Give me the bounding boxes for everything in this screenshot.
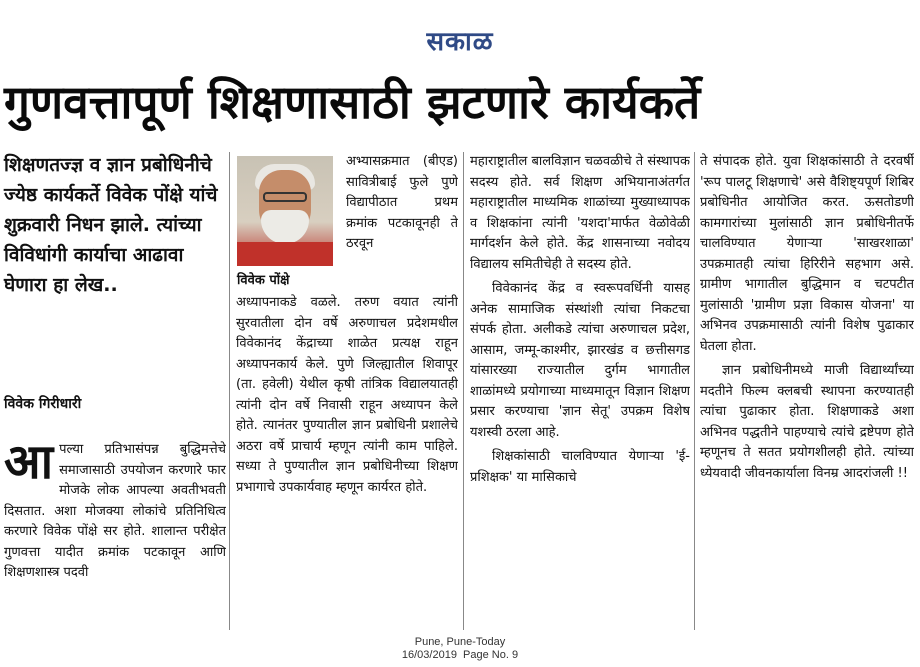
masthead-logo: सकाळ [426,27,494,57]
date-page-label: 16/03/2019 Page No. 9 [401,649,519,661]
article-column-2-top [346,152,458,292]
article-paragraph: ज्ञान प्रबोधिनीमध्ये माजी विद्यार्थ्यांच्या मदतीने फिल्म क्लबची स्थापना करण्यातही त्यांचा पुढाकार होता. शिक्षणाकडे अशा अभिनव पद्धतीने पाहण्याचे त्यांचे द्रष्टेपण होते म्हणूनच ते सतत प्रयोगशीलही होते. त्यांच्या ध्येयवादी जीवनकार्याला विनम्र आदरांजली !! [700,363,914,481]
column-divider [694,152,695,630]
article-column-1 [4,440,226,630]
headline: गुणवत्तापूर्ण शिक्षणासाठी झटणारे कार्यकर्ते [4,75,701,129]
article-paragraph: महाराष्ट्रातील बालविज्ञान चळवळीचे ते संस्थापक सदस्य होते. सर्व शिक्षण अभियानाअंतर्गत महाराष्ट्रातील माध्यमिक शाळांच्या मुख्याध्यापक व शिक्षकांना त्यांनी 'यशदा'मार्फत वेळोवेळी मार्गदर्शन केले होते. केंद्र शासनाच्या नवोदय विद्यालय समितीचेही ते सदस्य होते. [470,154,690,272]
article-paragraph: शिक्षकांसाठी चालविण्यात येणाऱ्या 'ई-प्रशिक्षक' या मासिकाचे [470,449,690,485]
article-paragraph: अभ्यासक्रमात (बीएड) सावित्रीबाई फुले पुणे विद्यापीठात प्रथम क्रमांक पटकावूनही ते ठरवून [346,154,458,251]
article-text: पल्या प्रतिभासंपन्न बुद्धिमत्तेचे समाजासाठी उपयोजन करणारे फार मोजके लोक आपल्या अवतीभवती दिसतात. अशा मोजक्या लोकांचे प्रतिनिधित्व करणारे विवेक पोंक्षे सर होते. शालान्त परीक्षेत गुणवत्ता यादीत क्रमांक पटकावून आणि शिक्षणशास्त्र पदवी [4,442,226,580]
drop-cap: आ [4,440,54,490]
article-column-3 [470,152,690,630]
photo-caption: विवेक पोंक्षे [237,273,290,288]
article-column-4 [700,152,914,630]
article-paragraph: अध्यापनाकडे वळले. तरुण वयात त्यांनी सुरवातीला दोन वर्षे अरुणाचल प्रदेशमधील विवेकानंद केंद्राच्या शाळेत प्रत्यक्ष राहून अध्यापनकार्य केले. पुणे जिल्ह्यातील शिवापूर (ता. हवेली) येथील कृषी तांत्रिक विद्यालयातही त्यांनी दोन वर्षे निवासी राहून अध्यापन केले होते. त्यानंतर पुण्यातील ज्ञान प्रबोधिनी प्रशालेचे अठरा वर्षे प्राचार्य म्हणून त्यांनी काम पाहिले. सध्या ते पुण्यातील ज्ञान प्रबोधिनीच्या शिक्षण प्रभागाचे उपकार्यवाह म्हणून कार्यरत होते. [236,295,458,495]
column-divider [463,152,464,630]
byline: विवेक गिरीधारी [4,396,82,412]
edition-label: Pune, Pune-Today [414,636,506,648]
article-paragraph: ते संपादक होते. युवा शिक्षकांसाठी ते दरवर्षी 'रूप पालटू शिक्षणाचे' असे वैशिष्ट्यपूर्ण शिबिर प्रबोधिनीत आयोजित करत. ऊसतोडणी कामगारांच्या मुलांसाठी ज्ञान प्रबोधिनीतर्फे चालविण्यात येणाऱ्या 'साखरशाळा' उपक्रमातही त्यांचा हिरिरीने सहभाग असे. ग्रामीण भागातील बुद्धिमान व चटपटीत मुलांसाठी 'ग्रामीण प्रज्ञा विकास योजना' या अभिनव उपक्रमासाठी त्यांनी विशेष पुढाकार घेतला होता. [700,154,914,354]
article-column-2 [236,293,458,630]
column-divider [229,152,230,630]
article-paragraph [4,440,226,584]
author-photo [237,156,333,266]
page-footer [0,636,920,662]
article-paragraph: विवेकानंद केंद्र व स्वरूपवर्धिनी यासह अनेक सामाजिक संस्थांशी त्यांचा निकटचा संपर्क होता. अलीकडे त्यांचा अरुणाचल प्रदेश, आसाम, जम्मू-काश्मीर, झारखंड व छत्तीसगड यांसारख्या राज्यातील दुर्गम भागातील शाळांमध्ये प्रयोगाच्या माध्यमातून विज्ञान शिक्षण प्रसार करण्याचा 'ज्ञान सेतू' उपक्रम विशेष यशस्वी ठरला आहे. [470,281,690,440]
intro-blurb: शिक्षणतज्ज्ञ व ज्ञान प्रबोधिनीचे ज्येष्ठ कार्यकर्ते विवेक पोंक्षे यांचे शुक्रवारी निधन झाले. त्यांच्या विविधांगी कार्याचा आढावा घेणारा हा लेख.. [4,154,218,296]
